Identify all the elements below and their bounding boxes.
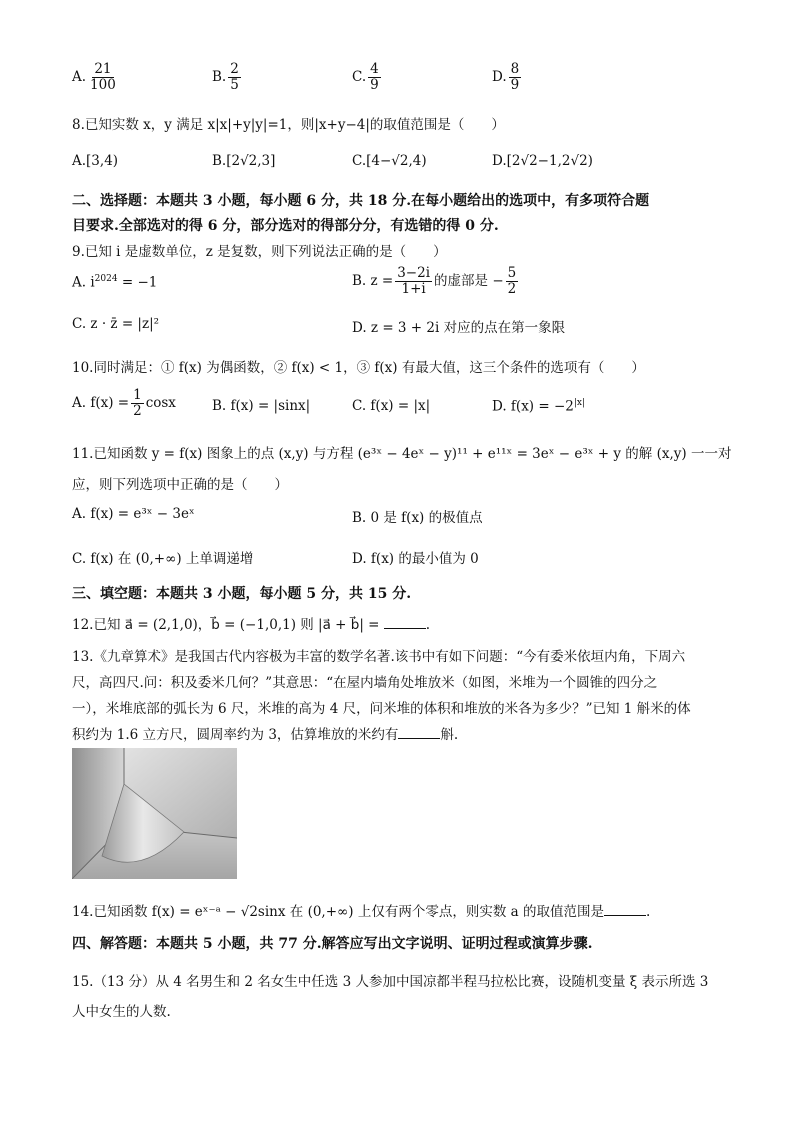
- q11-option-a: A. f(x) = e³ˣ − 3eˣ: [72, 506, 195, 522]
- q9-option-c: C. z · z̄ = |z|²: [72, 316, 160, 332]
- q11-stem-line1: 11.已知函数 y = f(x) 图象上的点 (x,y) 与方程 (e³ˣ − 4eˣ − y)¹¹ + e¹¹ˣ = 3eˣ − e³ˣ + y 的解 (x,y) 一一对: [72, 446, 732, 462]
- q11-option-c: C. f(x) 在 (0,+∞) 上单调递增: [72, 551, 254, 567]
- section2-heading-line2: 目要求.全部选对的得 6 分，部分选对的得部分分，有选错的得 0 分.: [72, 218, 499, 234]
- q15-line2: 人中女生的人数.: [72, 1004, 171, 1020]
- rice-pile-illustration: [72, 748, 237, 879]
- q13-answer-blank[interactable]: [398, 726, 440, 739]
- q15-line1: 15.（13 分）从 4 名男生和 2 名女生中任选 3 人参加中国凉都半程马拉松比赛，设随机变量 ξ 表示所选 3: [72, 974, 709, 990]
- q7-option-d: D. $\frac{8}{9}$: [492, 61, 520, 93]
- q12-answer-blank[interactable]: [384, 616, 426, 629]
- section4-heading: 四、解答题：本题共 5 小题，共 77 分.解答应写出文字说明、证明过程或演算步骤.: [72, 936, 593, 952]
- q10-option-c: C. f(x) = |x|: [352, 398, 431, 414]
- q7-option-b: B. $\frac{2}{5}$: [212, 61, 239, 93]
- q13-line3: 一），米堆底部的弧长为 6 尺，米堆的高为 4 尺，问米堆的体积和堆放的米各为多少？”已知 1 斛米的体: [72, 701, 691, 717]
- q13-line1: 13.《九章算术》是我国古代内容极为丰富的数学名著.该书中有如下问题：“今有委米依垣内角，下周六: [72, 649, 686, 665]
- section2-heading-line1: 二、选择题：本题共 3 小题，每小题 6 分，共 18 分.在每小题给出的选项中，有多项符合题: [72, 193, 650, 209]
- q8-option-c: C.[4−√2,4): [352, 153, 427, 169]
- q10-stem: 10.同时满足：① f(x) 为偶函数，② f(x) < 1，③ f(x) 有最大值，这三个条件的选项有（ ）: [72, 360, 645, 376]
- q7-option-c: C. $\frac{4}{9}$: [352, 61, 379, 93]
- q13-line2: 尺，高四尺.问：积及委米几何？”其意思：“在屋内墙角处堆放米（如图，米堆为一个圆锥的四分之: [72, 675, 658, 691]
- q11-stem-line2: 应，则下列选项中正确的是（ ）: [72, 477, 288, 493]
- q9-stem: 9.已知 i 是虚数单位，z 是复数，则下列说法正确的是（ ）: [72, 244, 447, 260]
- q14-stem: 14.已知函数 f(x) = eˣ⁻ᵃ − √2sinx 在 (0,+∞) 上仅有两个零点，则实数 a 的取值范围是 .: [72, 904, 651, 920]
- q9-option-d: D. z = 3 + 2i 对应的点在第一象限: [352, 320, 566, 336]
- q8-stem: 8.已知实数 x，y 满足 x|x|+y|y|=1，则|x+y−4|的取值范围是（ ）: [72, 117, 505, 133]
- q11-option-d: D. f(x) 的最小值为 0: [352, 551, 479, 567]
- q13-line4: 积约为 1.6 立方尺，圆周率约为 3，估算堆放的米约有 斛.: [72, 727, 459, 743]
- q8-option-d: D.[2√2−1,2√2): [492, 153, 593, 169]
- q8-option-a: A.[3,4): [72, 153, 119, 169]
- q9-option-b: B. z = $\frac{3-2i}{1+i}$ 的虚部是 − $\frac{5}{2}$: [352, 265, 517, 297]
- section3-heading: 三、填空题：本题共 3 小题，每小题 5 分，共 15 分.: [72, 586, 412, 602]
- q9-option-a: A. $i^{2024} = -1$: [72, 274, 158, 291]
- q14-answer-blank[interactable]: [604, 903, 646, 916]
- q8-option-b: B.[2√2,3]: [212, 153, 276, 169]
- q10-option-b: B. f(x) = |sinx|: [212, 398, 311, 414]
- q10-option-d: D. $f(x) = -2^{|x|}$: [492, 398, 586, 415]
- q11-option-b: B. 0 是 f(x) 的极值点: [352, 510, 483, 526]
- q7-option-a: A. $\frac{21}{100}$: [72, 61, 116, 93]
- q10-option-a: A. f(x) = $\frac{1}{2}$ cosx: [72, 387, 176, 419]
- q12-stem: 12.已知 a⃗ = (2,1,0)，b⃗ = (−1,0,1) 则 |a⃗ + b⃗| = .: [72, 617, 431, 633]
